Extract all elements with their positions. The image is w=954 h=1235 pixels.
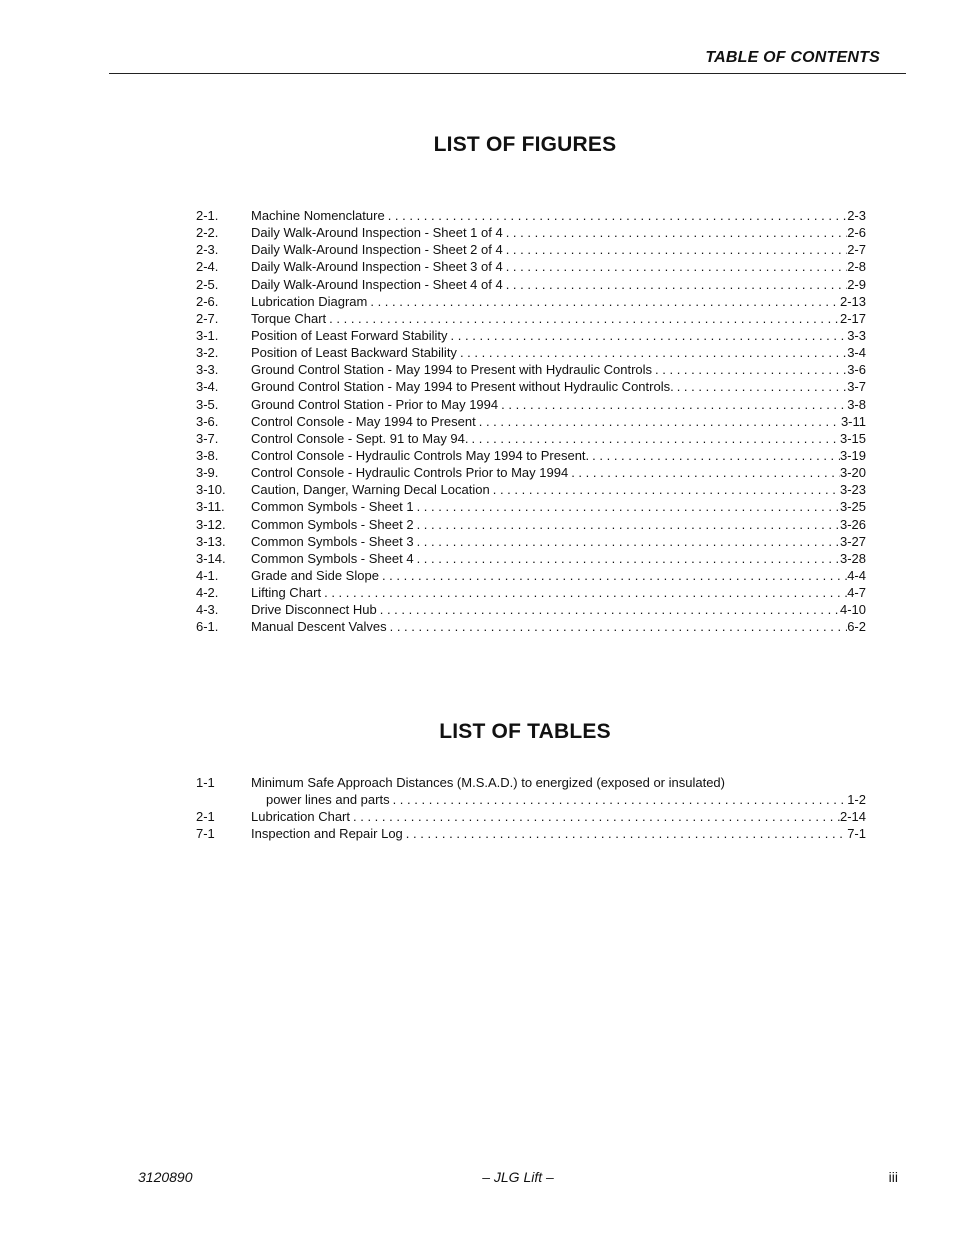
toc-row	[196, 344, 866, 361]
entry-number: 4-3.	[196, 602, 219, 618]
dot-leader	[403, 825, 847, 842]
toc-row	[196, 327, 866, 344]
dot-leader	[568, 464, 840, 481]
toc-entry[interactable]	[251, 258, 866, 275]
toc-row	[196, 258, 866, 275]
entry-title: power lines and parts	[266, 792, 390, 808]
entry-number: 3-14.	[196, 550, 226, 566]
toc-entry[interactable]	[251, 481, 866, 498]
footer-doc-number: 3120890	[138, 1169, 193, 1185]
entry-page-number: 7-1	[847, 826, 866, 842]
entry-page-number: 3-8	[847, 396, 866, 412]
entry-number: 3-4.	[196, 379, 219, 395]
dot-leader	[350, 808, 840, 825]
entry-page-number: 2-9	[847, 276, 866, 292]
toc-row	[196, 310, 866, 327]
entry-page-number: 3-28	[839, 550, 866, 566]
entry-title: Daily Walk-Around Inspection - Sheet 2 of 4	[251, 242, 503, 258]
dot-leader	[414, 498, 840, 515]
entry-title: Manual Descent Valves	[251, 619, 387, 635]
entry-title: Drive Disconnect Hub	[251, 602, 377, 618]
entry-page-number: 3-11	[840, 413, 866, 429]
entry-number: 3-6.	[196, 413, 219, 429]
entry-title: Torque Chart	[251, 310, 327, 326]
page-header-title: TABLE OF CONTENTS	[705, 49, 880, 66]
dot-leader	[476, 413, 841, 430]
toc-row	[196, 241, 866, 258]
list-of-figures-heading: LIST OF FIGURES	[433, 133, 617, 156]
entry-number: 3-2.	[196, 345, 219, 361]
dot-leader	[503, 258, 848, 275]
toc-row	[196, 464, 866, 481]
toc-entry[interactable]	[251, 224, 866, 241]
entry-page-number: 4-7	[847, 585, 866, 601]
dot-leader	[457, 344, 847, 361]
toc-row	[196, 413, 866, 430]
toc-entry[interactable]	[251, 808, 866, 825]
entry-page-number: 3-4	[847, 345, 866, 361]
toc-row	[196, 378, 866, 395]
toc-entry[interactable]	[251, 601, 866, 618]
toc-entry[interactable]	[251, 825, 866, 842]
entry-page-number: 2-7	[847, 242, 866, 258]
toc-entry[interactable]	[251, 567, 866, 584]
toc-row	[196, 618, 866, 635]
toc-row	[196, 601, 866, 618]
toc-row	[196, 567, 866, 584]
entry-number: 3-3.	[196, 362, 219, 378]
entry-number: 4-1.	[196, 567, 219, 583]
dot-leader	[490, 481, 840, 498]
entry-title: Caution, Danger, Warning Decal Location	[251, 482, 490, 498]
toc-row-continuation	[196, 791, 866, 808]
toc-row	[196, 481, 866, 498]
entry-number: 6-1.	[196, 619, 219, 635]
entry-number: 4-2.	[196, 585, 219, 601]
entry-title: Position of Least Backward Stability	[251, 345, 457, 361]
entry-page-number: 3-3	[847, 327, 866, 343]
dot-leader	[387, 618, 848, 635]
entry-title: Ground Control Station - Prior to May 1994	[251, 396, 499, 412]
dot-leader	[469, 430, 840, 447]
entry-page-number: 2-3	[847, 208, 866, 223]
entry-page-number: 3-20	[839, 465, 866, 481]
toc-row	[196, 276, 866, 293]
toc-row	[196, 224, 866, 241]
toc-entry[interactable]	[251, 584, 866, 601]
entry-number: 3-13.	[196, 533, 226, 549]
toc-row	[196, 498, 866, 515]
entry-title: Common Symbols - Sheet 3	[251, 533, 414, 549]
entry-number: 3-10.	[196, 482, 226, 498]
entry-title: Ground Control Station - May 1994 to Present without Hydraulic Controls.	[251, 379, 674, 395]
entry-page-number: 3-27	[839, 533, 866, 549]
dot-leader	[503, 276, 848, 293]
entry-page-number: 2-6	[847, 225, 866, 241]
dot-leader	[321, 584, 847, 601]
entry-title: Position of Least Forward Stability	[251, 327, 448, 343]
toc-row	[196, 533, 866, 550]
entry-title: Daily Walk-Around Inspection - Sheet 1 of 4	[251, 225, 503, 241]
toc-entry[interactable]	[251, 344, 866, 361]
entry-number: 3-8.	[196, 447, 219, 463]
entry-title: Grade and Side Slope	[251, 567, 379, 583]
entry-title: Control Console - Hydraulic Controls Prior to May 1994	[251, 465, 569, 481]
entry-page-number: 4-10	[839, 602, 866, 618]
entry-title: Common Symbols - Sheet 1	[251, 499, 414, 515]
entry-title: Lubrication Diagram	[251, 293, 368, 309]
dot-leader	[503, 241, 848, 258]
toc-entry[interactable]	[251, 396, 866, 413]
entry-number: 2-5.	[196, 276, 219, 292]
entry-page-number: 1-2	[847, 792, 866, 808]
entry-page-number: 3-19	[839, 447, 866, 463]
dot-leader	[377, 601, 840, 618]
entry-number: 7-1	[196, 826, 215, 842]
toc-row	[196, 430, 866, 447]
toc-entry[interactable]	[251, 293, 866, 310]
toc-entry[interactable]	[251, 550, 866, 567]
dot-leader	[448, 327, 848, 344]
dot-leader	[589, 447, 840, 464]
entry-title: Lubrication Chart	[251, 809, 350, 825]
tables-list	[196, 774, 866, 843]
toc-entry[interactable]	[251, 207, 866, 224]
entry-number: 2-1	[196, 809, 215, 825]
entry-page-number: 6-2	[847, 619, 866, 635]
dot-leader	[367, 293, 840, 310]
toc-entry[interactable]	[251, 378, 866, 395]
toc-entry[interactable]	[251, 327, 866, 344]
entry-page-number: 2-13	[839, 293, 866, 309]
toc-entry[interactable]	[251, 618, 866, 635]
toc-entry[interactable]	[251, 361, 866, 378]
dot-leader	[414, 550, 840, 567]
dot-leader	[390, 791, 848, 808]
entry-title: Control Console - May 1994 to Present	[251, 413, 476, 429]
dot-leader	[674, 378, 848, 395]
entry-page-number: 3-25	[839, 499, 866, 515]
entry-number: 2-7.	[196, 310, 219, 326]
entry-number: 2-3.	[196, 242, 219, 258]
dot-leader	[414, 533, 840, 550]
entry-number: 3-11.	[196, 499, 225, 515]
toc-row	[196, 447, 866, 464]
list-of-tables-heading: LIST OF TABLES	[439, 720, 611, 743]
entry-page-number: 3-26	[839, 516, 866, 532]
toc-entry[interactable]	[251, 464, 866, 481]
toc-row	[196, 825, 866, 842]
entry-page-number: 3-15	[839, 430, 866, 446]
entry-title: Ground Control Station - May 1994 to Present with Hydraulic Controls	[251, 362, 653, 378]
toc-entry[interactable]	[251, 533, 866, 550]
toc-row	[196, 207, 866, 224]
entry-number: 3-12.	[196, 516, 226, 532]
entry-page-number: 3-7	[847, 379, 866, 395]
entry-page-number: 2-14	[839, 809, 866, 825]
toc-entry[interactable]	[251, 498, 866, 515]
toc-row	[196, 550, 866, 567]
entry-number: 2-2.	[196, 225, 219, 241]
toc-entry[interactable]	[251, 276, 866, 293]
entry-number: 2-6.	[196, 293, 219, 309]
entry-title: Control Console - Sept. 91 to May 94.	[251, 430, 469, 446]
entry-number: 3-5.	[196, 396, 219, 412]
toc-entry[interactable]	[251, 516, 866, 533]
entry-title: Common Symbols - Sheet 4	[251, 550, 414, 566]
dot-leader	[379, 567, 847, 584]
toc-row	[196, 516, 866, 533]
entry-number: 3-7.	[196, 430, 219, 446]
entry-page-number: 3-6	[847, 362, 866, 378]
entry-title: Machine Nomenclature	[251, 208, 385, 223]
toc-entry[interactable]	[251, 447, 866, 464]
toc-entry[interactable]	[251, 310, 866, 327]
footer-center-text: – JLG Lift –	[482, 1169, 554, 1185]
dot-leader	[498, 396, 847, 413]
dot-leader	[414, 516, 840, 533]
toc-row	[196, 808, 866, 825]
toc-row	[196, 396, 866, 413]
entry-title: Lifting Chart	[251, 585, 322, 601]
toc-entry[interactable]	[251, 430, 866, 447]
entry-number: 2-1.	[196, 208, 219, 223]
dot-leader	[326, 310, 840, 327]
entry-number: 1-1	[196, 775, 215, 790]
entry-number: 2-4.	[196, 259, 219, 275]
entry-title: Minimum Safe Approach Distances (M.S.A.D.) to energized (exposed or insulated)	[251, 775, 725, 790]
entry-title: Common Symbols - Sheet 2	[251, 516, 414, 532]
toc-row	[196, 293, 866, 310]
entry-page-number: 2-8	[847, 259, 866, 275]
toc-row	[196, 584, 866, 601]
figures-list	[196, 207, 866, 636]
dot-leader	[652, 361, 847, 378]
dot-leader	[503, 224, 848, 241]
entry-number: 3-9.	[196, 465, 219, 481]
header-rule	[109, 73, 906, 74]
entry-title: Control Console - Hydraulic Controls May 1994 to Present.	[251, 447, 590, 463]
toc-entry[interactable]	[251, 241, 866, 258]
toc-entry[interactable]	[266, 791, 866, 808]
toc-entry[interactable]	[251, 413, 866, 430]
entry-title: Daily Walk-Around Inspection - Sheet 4 of 4	[251, 276, 503, 292]
toc-row	[196, 774, 866, 791]
entry-number: 3-1.	[196, 327, 219, 343]
entry-title: Daily Walk-Around Inspection - Sheet 3 of 4	[251, 259, 503, 275]
toc-row	[196, 361, 866, 378]
footer-page-number: iii	[888, 1169, 898, 1185]
entry-page-number: 3-23	[839, 482, 866, 498]
entry-page-number: 4-4	[847, 567, 866, 583]
entry-page-number: 2-17	[839, 310, 866, 326]
dot-leader	[385, 207, 848, 224]
entry-title: Inspection and Repair Log	[251, 826, 403, 842]
